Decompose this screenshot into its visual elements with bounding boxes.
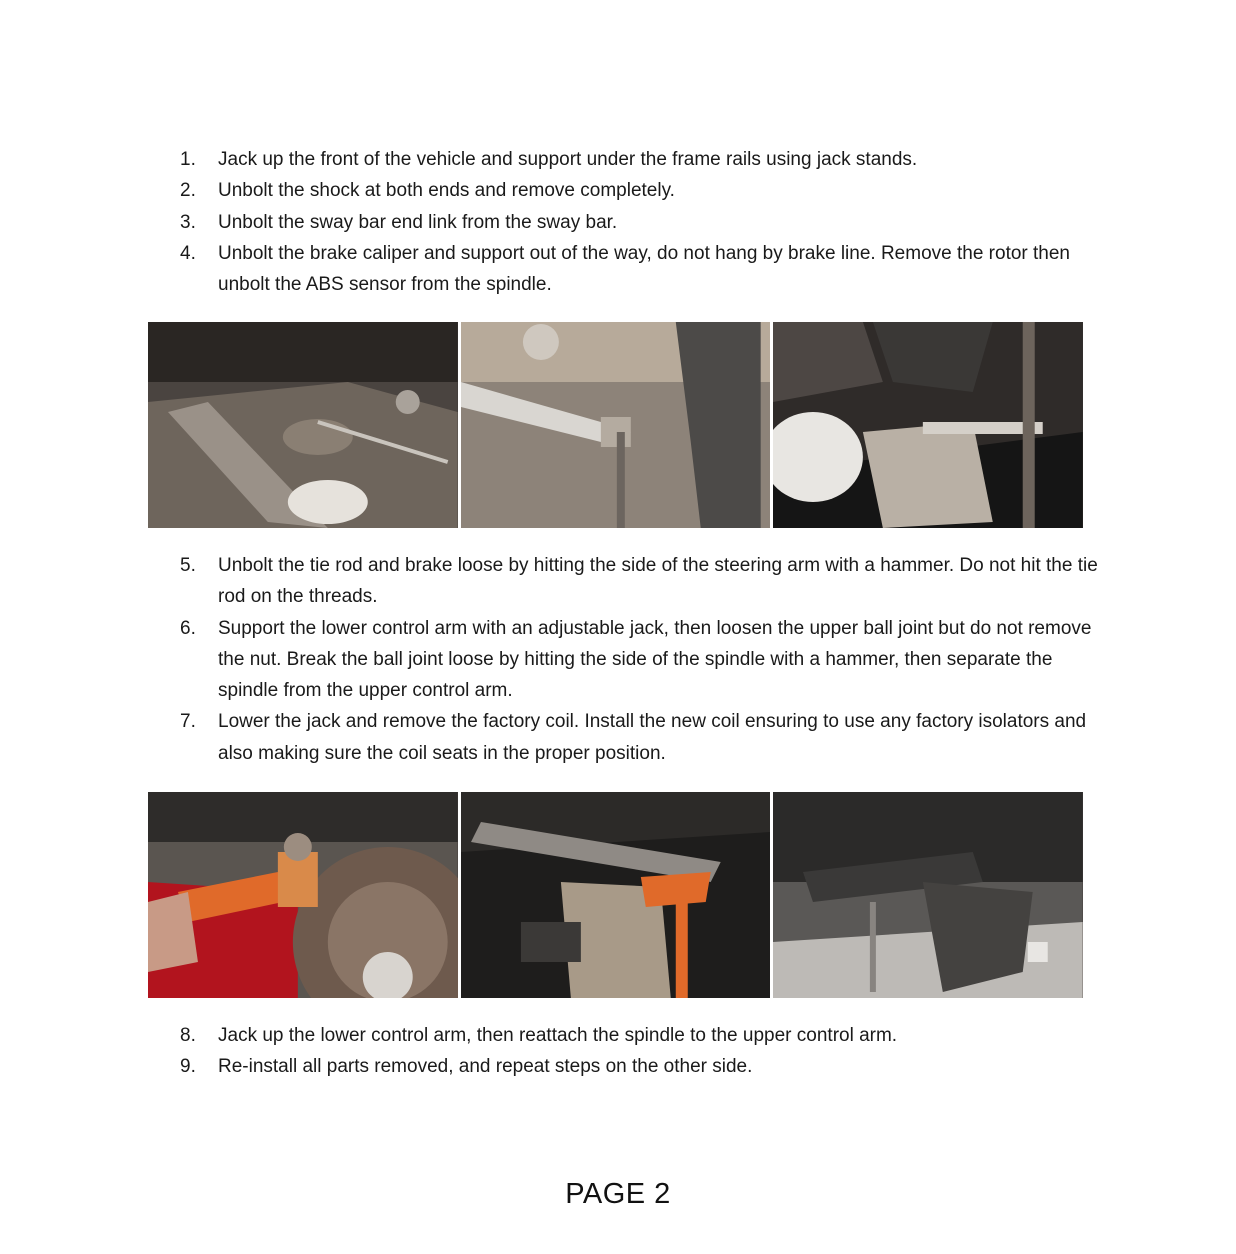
step-number: 2. bbox=[180, 180, 196, 202]
step-text: Lower the jack and remove the factory coil. Install the new coil ensuring to use any factory isolators and also making sure the coil seats in the proper position. bbox=[218, 711, 1087, 764]
step-item bbox=[172, 207, 1102, 238]
step-number: 9. bbox=[180, 1056, 196, 1078]
step-number: 7. bbox=[180, 711, 196, 733]
photo-ball-joint-hammer bbox=[461, 792, 771, 998]
steps-list-5-7 bbox=[172, 550, 1102, 769]
step-text: Re-install all parts removed, and repeat steps on the other side. bbox=[218, 1056, 753, 1078]
step-number: 6. bbox=[180, 617, 196, 639]
step-item bbox=[172, 1051, 1102, 1082]
step-number: 3. bbox=[180, 211, 196, 233]
photo-sway-bar-link bbox=[461, 322, 771, 528]
step-text: Jack up the lower control arm, then reattach the spindle to the upper control arm. bbox=[218, 1025, 898, 1046]
steps-list-1-4 bbox=[172, 144, 1102, 300]
photo-row-1 bbox=[148, 322, 1083, 528]
step-item bbox=[172, 1020, 1102, 1051]
photo-tie-rod-hammer bbox=[148, 792, 458, 998]
steps-list-8-9 bbox=[172, 1020, 1102, 1083]
step-text: Jack up the front of the vehicle and support under the frame rails using jack stands. bbox=[218, 149, 918, 170]
step-item bbox=[172, 238, 1102, 301]
step-text: Support the lower control arm with an adjustable jack, then loosen the upper ball joint but do not remove the nut. Break the ball joint loose by hitting the side of the spindle with a hammer, then separate the spindle from the upper control arm. bbox=[218, 617, 1092, 702]
step-number: 4. bbox=[180, 242, 196, 264]
step-item bbox=[172, 706, 1102, 769]
step-number: 8. bbox=[180, 1025, 196, 1046]
step-item bbox=[172, 175, 1102, 206]
photo-shock-removal bbox=[148, 322, 458, 528]
step-text: Unbolt the tie rod and brake loose by hitting the side of the steering arm with a hammer. Do not hit the tie rod on the threads. bbox=[218, 555, 1098, 608]
step-text: Unbolt the brake caliper and support out of the way, do not hang by brake line. Remove the rotor then unbolt the ABS sensor from the spindle. bbox=[218, 242, 1071, 296]
step-number: 5. bbox=[180, 555, 196, 576]
step-text: Unbolt the sway bar end link from the sway bar. bbox=[218, 211, 618, 233]
photo-coil-spring bbox=[773, 792, 1083, 998]
page-number: PAGE 2 bbox=[565, 1178, 671, 1210]
step-item bbox=[172, 144, 1102, 175]
step-item bbox=[172, 550, 1102, 613]
photo-brake-caliper bbox=[773, 322, 1083, 528]
photo-row-2 bbox=[148, 792, 1083, 998]
step-number: 1. bbox=[180, 149, 196, 170]
step-text: Unbolt the shock at both ends and remove completely. bbox=[218, 180, 675, 202]
step-item bbox=[172, 613, 1102, 707]
